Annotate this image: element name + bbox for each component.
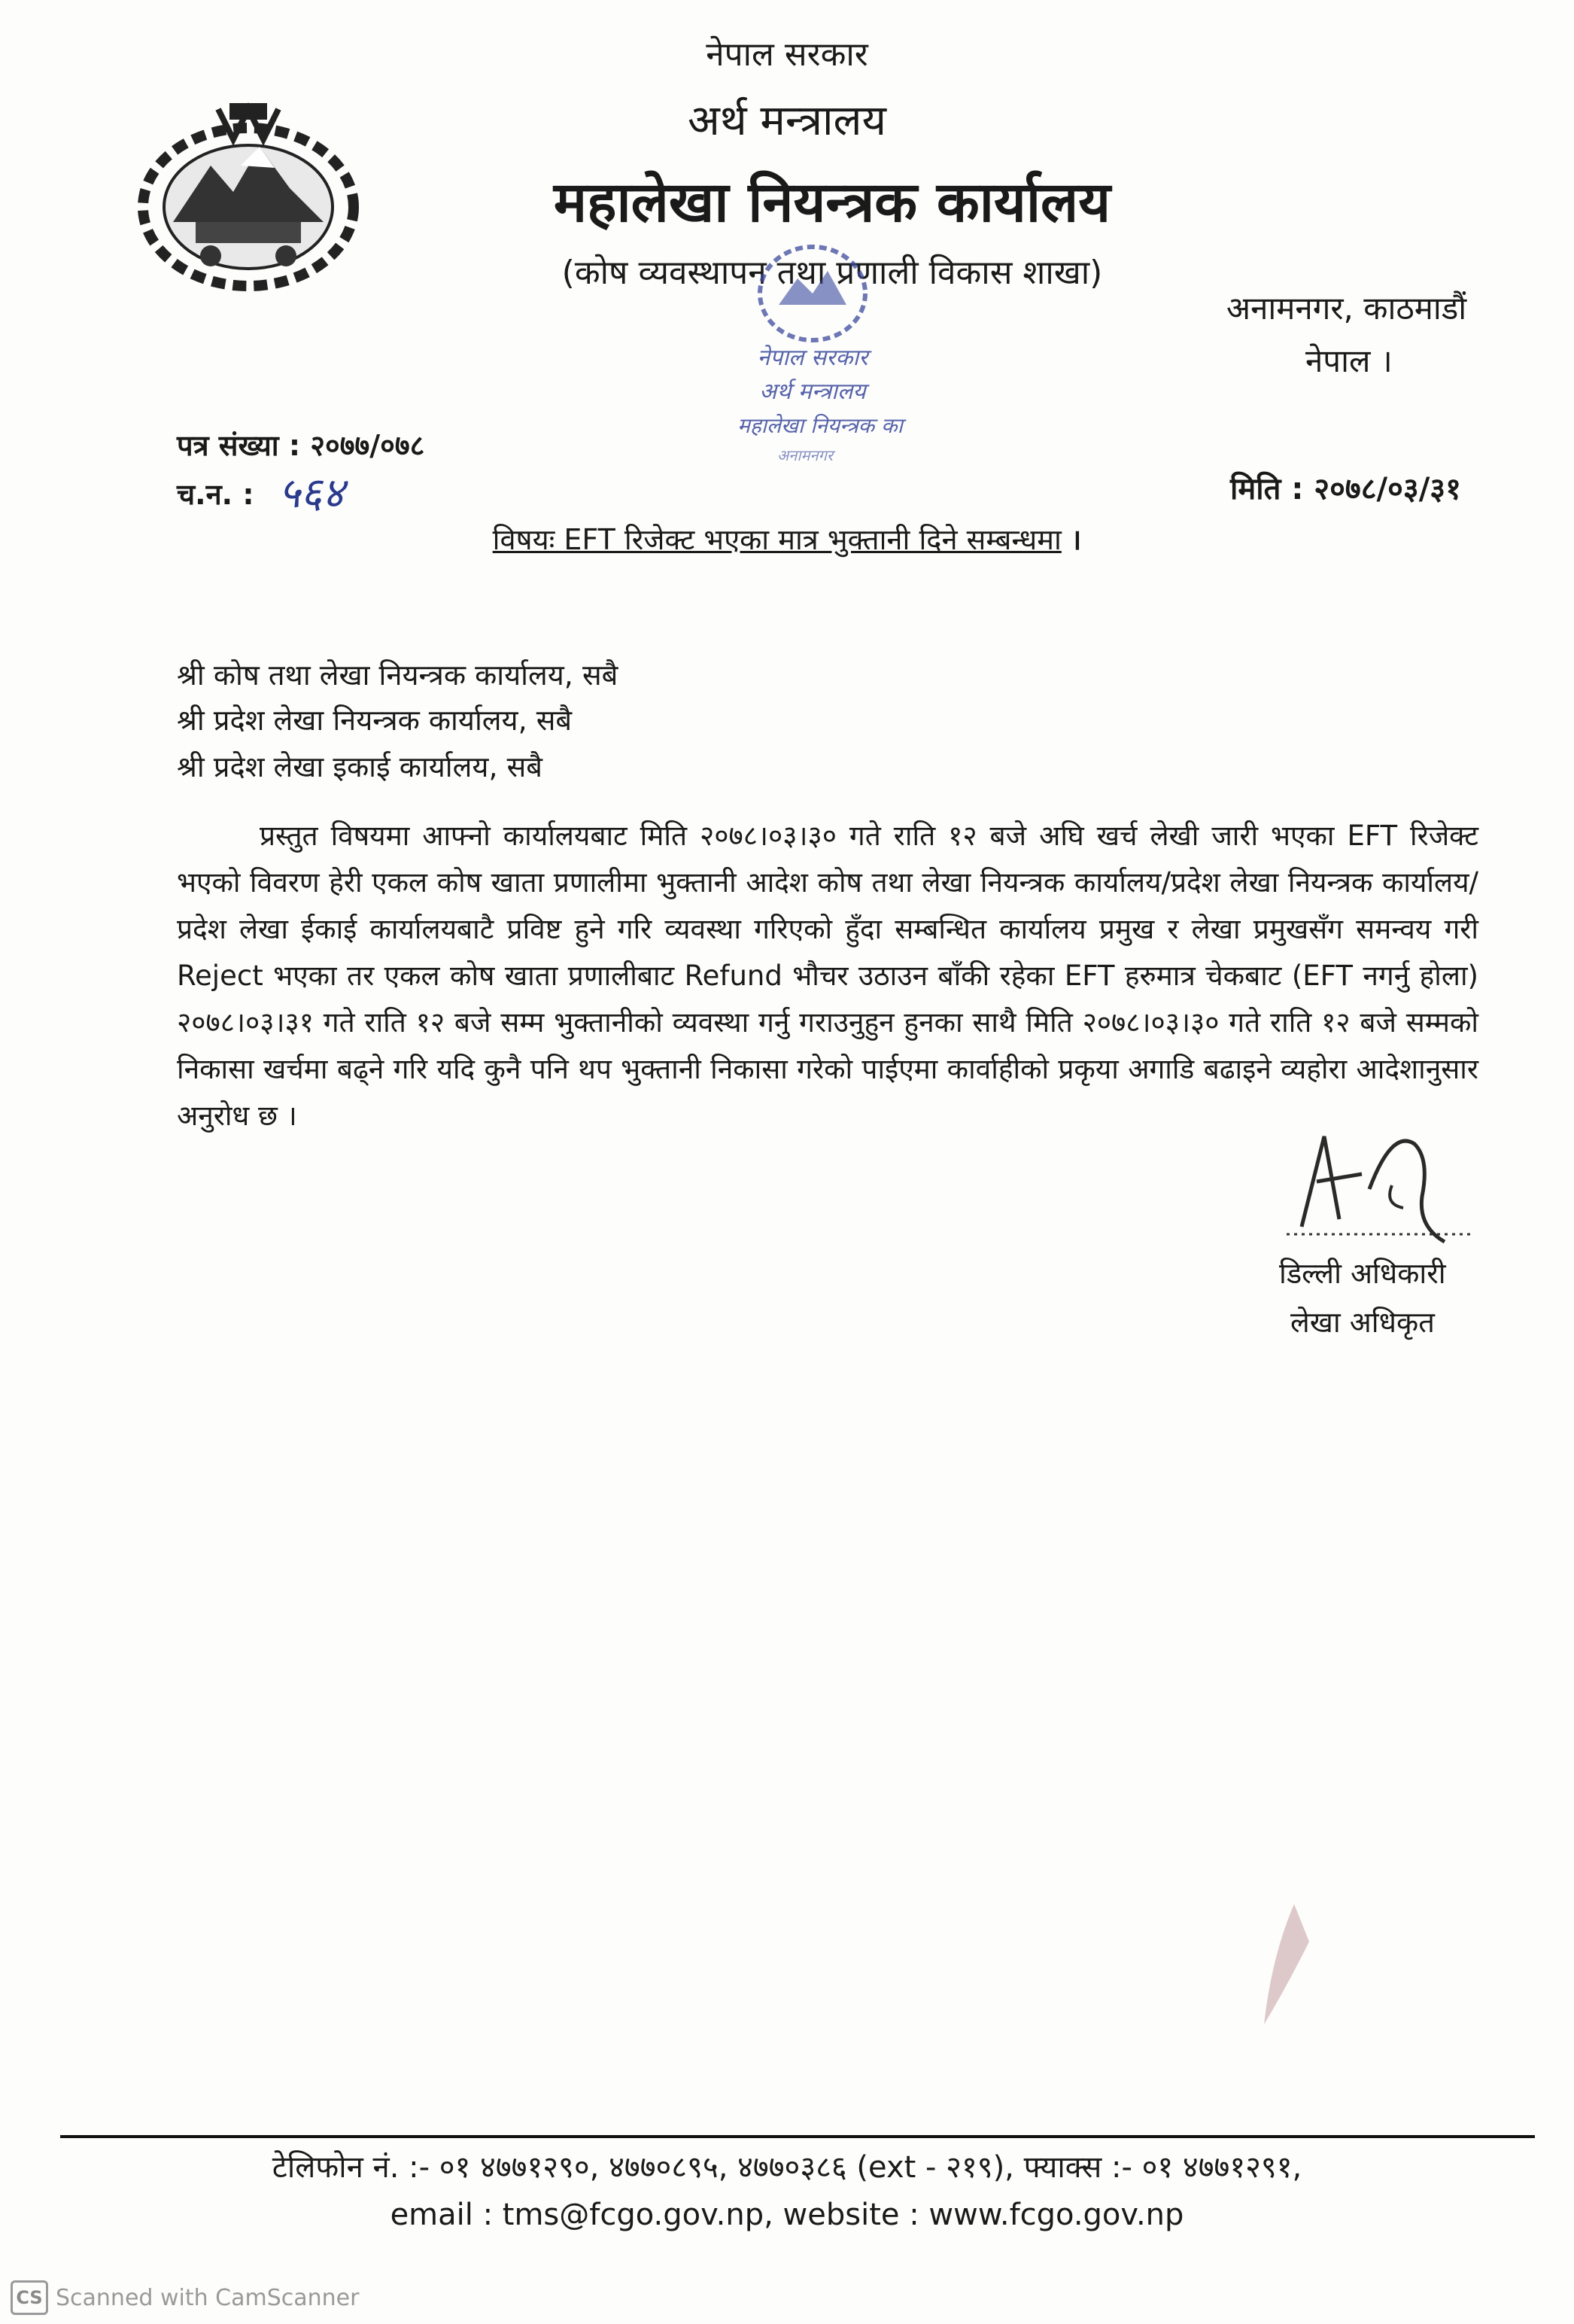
- letter-body: प्रस्तुत विषयमा आफ्नो कार्यालयबाट मिति २०७८।०३।३० गते राति १२ बजे अघि खर्च लेखी जारी भएका EFT रिजेक्ट भएको विवरण हेरी एकल कोष खाता प्रणालीमा भुक्तानी आदेश कोष तथा लेखा नियन्त्रक कार्यालय/प्रदेश लेखा नियन्त्रक कार्यालय/प्रदेश लेखा ईकाई कार्यालयबाटै प्रविष्ट हुने गरि व्यवस्था गरिएको हुँदा सम्बन्धित कार्यालय प्रमुख र लेखा प्रमुखसँग समन्वय गरी Reject भएका तर एकल कोष खाता प्रणालीबाट Refund भौचर उठाउन बाँकी रहेका EFT हरुमात्र चेकबाट (EFT नगर्नु होला) २०७८।०३।३१ गते राति १२ बजे सम्म भुक्तानीको व्यवस्था गर्नु गराउनुहुन हुनका साथै मिति २०७८।०३।३० गते राति १२ बजे सम्मको निकासा खर्चमा बढ्ने गरि यदि कुनै पनि थप भुक्तानी निकासा गरेको पाईएमा कार्वाहीको प्रकृया अगाडि बढाइने व्यहोरा आदेशानुसार अनुरोध छ ।: [177, 820, 1478, 1132]
- letter-date: मिति : २०७८/०३/३१: [1230, 472, 1461, 506]
- subject-text: विषयः EFT रिजेक्ट भएका मात्र भुक्तानी दिने सम्बन्धमा: [492, 523, 1062, 556]
- signatory-title: लेखा अधिकृत: [1290, 1306, 1435, 1339]
- recipient-1: श्री कोष तथा लेखा नियन्त्रक कार्यालय, सबै: [177, 659, 618, 692]
- letter-number: पत्र संख्या : २०७७/०७८: [177, 429, 425, 462]
- footer-web: email : tms@fcgo.gov.np, website : www.fcgo.gov.np: [390, 2198, 1184, 2232]
- footer-contact: टेलिफोन नं. :- ०१ ४७७१२९०, ४७७०८९५, ४७७०३८६ (ext - २१९), फ्याक्स :- ०१ ४७७१२९१,: [272, 2150, 1302, 2185]
- government-name: नेपाल सरकार: [706, 35, 868, 74]
- dispatch-number-label: च.न. :: [177, 478, 254, 511]
- stamp-line2: अर्थ मन्त्रालय: [759, 379, 866, 405]
- recipient-3: श्री प्रदेश लेखा इकाई कार्यालय, सबै: [177, 750, 542, 783]
- stamp-line3: महालेखा नियन्त्रक का: [737, 413, 903, 438]
- recipient-2: श्री प्रदेश लेखा नियन्त्रक कार्यालय, सबै: [177, 704, 573, 737]
- signatory-name: डिल्ली अधिकारी: [1279, 1257, 1446, 1290]
- scanner-watermark: [11, 2280, 359, 2315]
- stamp-line4: अनामनगर: [776, 446, 834, 464]
- stamp-line1: नेपाल सरकार: [757, 345, 868, 371]
- office-name: महालेखा नियन्त्रक कार्यालय: [553, 170, 1111, 235]
- footer-divider: [60, 2135, 1535, 2138]
- office-stamp: [692, 226, 940, 474]
- branch-name: (कोष व्यवस्थापन तथा प्रणाली विकास शाखा): [561, 254, 1103, 292]
- address-city: अनामनगर, काठमाडौं: [1226, 290, 1467, 327]
- address-country: नेपाल ।: [1305, 342, 1393, 379]
- signature-mark: [1272, 1114, 1490, 1249]
- camscanner-logo-icon: CS: [11, 2280, 48, 2315]
- camscanner-label: Scanned with CamScanner: [56, 2284, 360, 2311]
- subject-end: ।: [1070, 523, 1082, 556]
- subject-line: [0, 519, 1574, 558]
- ministry-name: अर्थ मन्त्रालय: [688, 96, 886, 145]
- dispatch-number-handwritten: ५६४: [278, 469, 345, 518]
- stain-mark: [1241, 1897, 1332, 2032]
